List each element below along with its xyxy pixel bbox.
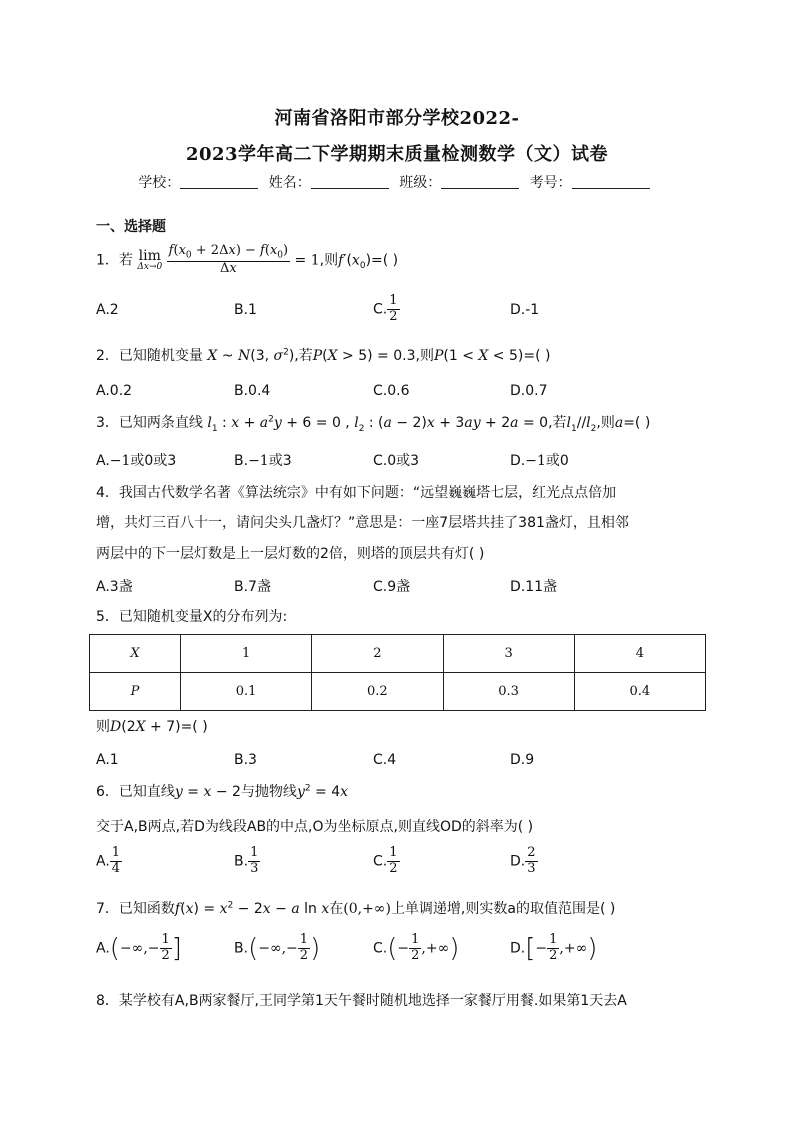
question-4-line3: 两层中的下一层灯数是上一层灯数的2倍，则塔的顶层共有灯( ) — [96, 546, 485, 562]
q2-option-d[interactable]: D.0.7 — [510, 383, 548, 399]
q5-option-b[interactable]: B.3 — [234, 752, 257, 768]
q2-option-c[interactable]: C.0.6 — [373, 383, 410, 399]
question-6-line2: 交于A,B两点,若D为线段AB的中点,O为坐标原点,则直线OD的斜率为( ) — [96, 819, 534, 835]
school-label: 学校： — [138, 175, 181, 191]
question-5-ask: 则D(2X + 7)=( ) — [96, 719, 208, 735]
q2-option-a[interactable]: A.0.2 — [96, 383, 133, 399]
q6-option-c[interactable]: C. $\frac{1}{2}$ — [373, 845, 398, 876]
question-4-line2: 增，共灯三百八十一，请问尖头几盏灯？”意思是：一座7层塔共挂了381盏灯，且相邻 — [96, 515, 629, 531]
class-label: 班级： — [399, 175, 442, 191]
q1-option-d[interactable]: D.-1 — [510, 302, 540, 318]
exam-title-line2: 2023学年高二下学期期末质量检测数学（文）试卷 — [185, 144, 609, 165]
q1-option-a[interactable]: A.2 — [96, 302, 119, 318]
table-row-p — [90, 673, 706, 711]
q5-option-d[interactable]: D.9 — [510, 752, 535, 768]
q1-option-b[interactable]: B.1 — [234, 302, 257, 318]
table-cell: 0.3 — [443, 673, 574, 711]
table-row-x — [90, 635, 706, 673]
question-8: 8．某学校有A,B两家餐厅,王同学第1天午餐时随机地选择一家餐厅用餐.如果第1天去A — [96, 993, 627, 1009]
question-2: 2．已知随机变量 X ~ N(3, $\sigma^2$),若P(X > 5) = 0.3,则P(1 < X < 5)=( ) — [96, 347, 551, 364]
table-cell: 0.4 — [574, 673, 705, 711]
distribution-table — [89, 634, 706, 711]
q6-option-d[interactable]: D. $\frac{2}{3}$ — [510, 845, 536, 876]
q5-option-c[interactable]: C.4 — [373, 752, 397, 768]
exam-title-line1: 河南省洛阳市部分学校2022- — [274, 108, 520, 129]
question-6: 6．已知直线y = x − 2与抛物线$y^2 = 4x$ — [96, 783, 349, 800]
q7-option-c[interactable]: C.(− $\frac{1}{2}$ ,+∞) — [373, 932, 460, 964]
q4-option-b[interactable]: B.7盏 — [234, 579, 271, 595]
q6-option-b[interactable]: B. $\frac{1}{3}$ — [234, 845, 259, 876]
table-cell: 1 — [181, 635, 312, 673]
q4-option-c[interactable]: C.9盏 — [373, 579, 411, 595]
class-field[interactable] — [441, 174, 519, 189]
q2-option-b[interactable]: B.0.4 — [234, 383, 271, 399]
id-label: 考号： — [529, 175, 572, 191]
q3-option-c[interactable]: C.0或3 — [373, 453, 420, 469]
q5-option-a[interactable]: A.1 — [96, 752, 119, 768]
student-info-line — [0, 172, 794, 192]
row-header-x: X — [90, 635, 181, 673]
q1-difference-quotient: $\frac{f(x_0 + 2\Delta x) - f(x_0)}{\Delta x}$ — [168, 243, 289, 276]
question-4-line1: 4．我国古代数学名著《算法统宗》中有如下问题：“远望巍巍塔七层，红光点点倍加 — [96, 485, 617, 501]
id-field[interactable] — [572, 174, 650, 189]
q7-option-a[interactable]: A.(−∞,− $\frac{1}{2}$ ] — [96, 932, 182, 964]
question-5: 5．已知随机变量X的分布列为: — [96, 609, 288, 625]
section-title: 一、选择题 — [96, 219, 166, 235]
question-7: 7．已知函数$f(x) = x^2 - 2x - a$ ln x在(0,+∞)上单调递增,则实数a的取值范围是( ) — [96, 900, 616, 917]
table-cell: 4 — [574, 635, 705, 673]
name-label: 姓名： — [268, 175, 311, 191]
q7-option-b[interactable]: B.(−∞,− $\frac{1}{2}$ ) — [234, 932, 321, 964]
q3-option-a[interactable]: A.−1或0或3 — [96, 453, 177, 469]
q4-option-d[interactable]: D.11盏 — [510, 579, 558, 595]
table-cell: 0.2 — [312, 673, 443, 711]
school-field[interactable] — [180, 174, 258, 189]
question-1: 1．若 lim Δx→0 $\frac{f(x_0 + 2\Delta x) - f(x_0)}{\Delta x}$ = 1,则$f'(x_0)=$( ) — [96, 243, 399, 276]
table-cell: 3 — [443, 635, 574, 673]
table-cell: 0.1 — [181, 673, 312, 711]
row-header-p: P — [90, 673, 181, 711]
q6-option-a[interactable]: A. $\frac{1}{4}$ — [96, 845, 121, 876]
name-field[interactable] — [311, 174, 389, 189]
q4-option-a[interactable]: A.3盏 — [96, 579, 133, 595]
q3-option-d[interactable]: D.−1或0 — [510, 453, 569, 469]
q7-option-d[interactable]: D.[− $\frac{1}{2}$ ,+∞) — [510, 932, 598, 964]
q3-option-b[interactable]: B.−1或3 — [234, 453, 292, 469]
q1-option-c[interactable]: C. $\frac{1}{2}$ — [373, 293, 398, 324]
question-3: 3．已知两条直线 $l_1$ : $x + a^2y + 6 = 0$ , $l_2$ : (a − 2)x + 3ay + 2a = 0,若$l_1//l_2$,则a=( ) — [96, 414, 651, 434]
limit-symbol: lim Δx→0 — [137, 247, 163, 272]
table-cell: 2 — [312, 635, 443, 673]
